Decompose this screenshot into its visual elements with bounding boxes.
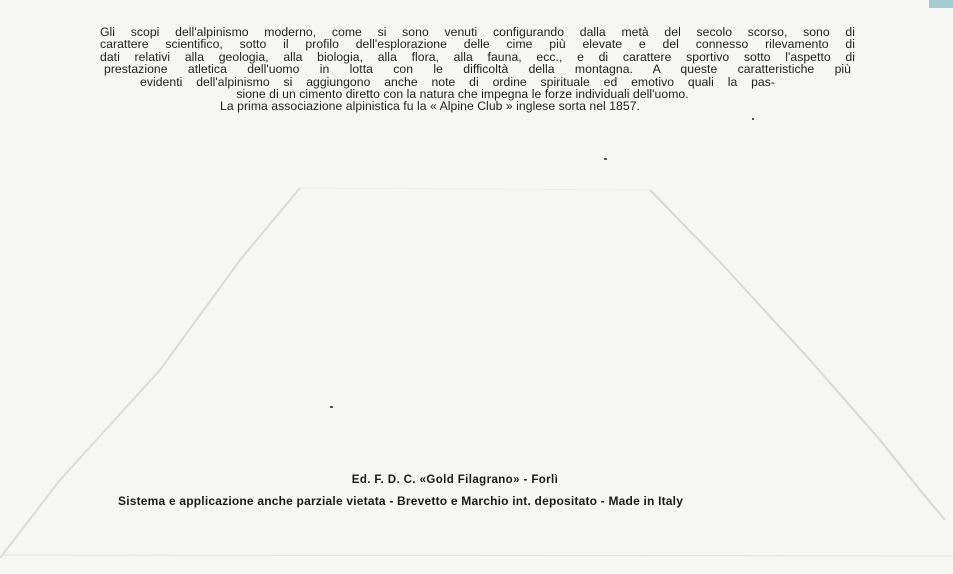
- description-line: sione di un cimento diretto con la natura che impegna le forze individuali dell'uomo.: [236, 87, 689, 102]
- description-line: La prima associazione alpinistica fu la « Alpine Club » inglese sorta nel 1857.: [220, 99, 640, 114]
- speck-mark: [604, 158, 607, 160]
- publisher-line: Ed. F. D. C. «Gold Filagrano» - Forlì: [351, 474, 559, 486]
- description-line: dati relativi alla geologia, alla biologia, alla flora, alla fauna, ecc., e di carattere sportivo sotto l'aspetto di: [100, 49, 855, 64]
- corner-mark: [929, 0, 953, 8]
- description-line: Gli scopi dell'alpinismo moderno, come si sono venuti configurando dalla metà del secolo scorso, sono di: [100, 25, 855, 39]
- description-line: prestazione atletica dell'uomo in lotta con le difficoltà della montagna. A queste caratteristiche più: [104, 62, 851, 77]
- speck-mark: [752, 118, 754, 120]
- description-line: carattere scientifico, sotto il profilo dell'esplorazione delle cime più elevate e del connesso rilevamento di: [100, 37, 855, 52]
- description-line: evidenti dell'alpinismo si aggiungono anche note di ordine spirituale ed emotivo quali la pas-: [140, 74, 775, 89]
- rights-notice: Sistema e applicazione anche parziale vietata - Brevetto e Marchio int. depositato - Made in Italy: [118, 494, 684, 508]
- description-paragraph: [100, 26, 855, 113]
- speck-mark: [330, 406, 333, 408]
